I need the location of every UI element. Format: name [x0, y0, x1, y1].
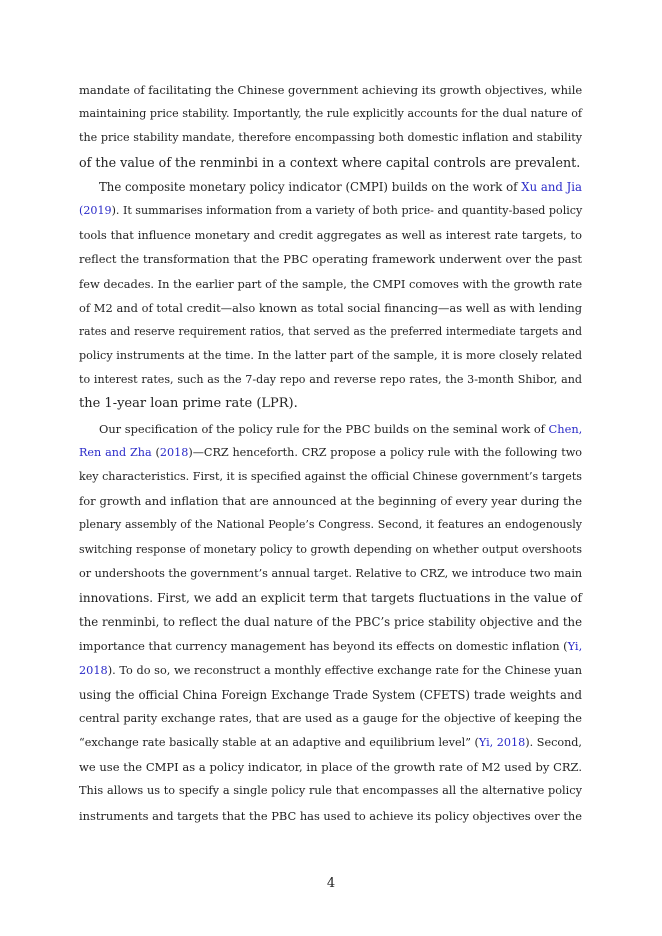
- text-line: [79, 247, 582, 271]
- text-segment: the 1-year loan prime rate (LPR).: [79, 396, 298, 412]
- text-line: [79, 392, 582, 416]
- text-segment: ). Second,: [525, 736, 582, 750]
- text-line: [79, 78, 582, 102]
- text-segment: using the official China Foreign Exchange Trade System (CFETS) trade weights and: [79, 687, 582, 702]
- text-line: [79, 368, 582, 392]
- page-number: 4: [326, 876, 336, 891]
- text-line: [79, 562, 582, 586]
- text-segment: few decades. In the earlier part of the sample, the CMPI comoves with the growth rate: [79, 276, 583, 291]
- text-segment: ). It summarises information from a variety of both price- and quantity-based policy: [111, 203, 583, 217]
- text-line: [79, 417, 582, 441]
- text-line: [79, 465, 582, 489]
- text-segment: plenary assembly of the National People’s Congress. Second, it features an endogenously: [79, 518, 582, 532]
- citation-link[interactable]: 2019: [83, 203, 112, 217]
- text-segment: the price stability mandate, therefore encompassing both domestic inflation and stability: [79, 131, 582, 145]
- text-segment: (: [151, 445, 160, 459]
- text-segment: or undershoots the government’s annual target. Relative to CRZ, we introduce two main: [79, 566, 583, 580]
- citation-link[interactable]: 2018: [159, 445, 189, 459]
- citation-link[interactable]: Yi,: [567, 639, 583, 654]
- body-text: [79, 78, 582, 828]
- text-segment: tools that influence monetary and credit aggregates as well as interest rate targets, to: [79, 228, 582, 243]
- text-line: [79, 707, 582, 731]
- citation-link[interactable]: Chen,: [548, 421, 583, 436]
- text-segment: maintaining price stability. Importantly, the rule explicitly accounts for the dual nature of: [79, 107, 582, 121]
- text-segment: switching response of monetary policy to growth depending on whether output overshoots: [79, 542, 582, 556]
- text-line: [79, 683, 582, 707]
- text-line: [79, 513, 582, 537]
- text-segment: the renminbi, to reflect the dual nature of the PBC’s price stability objective and the: [79, 615, 582, 630]
- text-line: [79, 538, 582, 562]
- text-segment: rates and reserve requirement ratios, that served as the preferred intermediate targets and: [79, 324, 582, 338]
- text-segment: policy instruments at the time. In the latter part of the sample, it is more closely related: [79, 349, 582, 363]
- text-segment: of M2 and of total credit—also known as total social financing—as well as with lending: [79, 300, 582, 315]
- text-line: [79, 779, 582, 803]
- text-line: [79, 804, 582, 828]
- text-segment: The composite monetary policy indicator (CMPI) builds on the work of: [99, 179, 522, 194]
- text-line: [79, 272, 582, 296]
- text-line: [79, 441, 582, 465]
- text-line: [79, 151, 582, 175]
- text-line: [79, 320, 582, 344]
- text-segment: instruments and targets that the PBC has used to achieve its policy objectives over the: [79, 808, 582, 823]
- text-segment: of the value of the renminbi in a context where capital controls are prevalent.: [79, 154, 581, 170]
- text-line: [79, 659, 582, 683]
- citation-link[interactable]: (: [79, 203, 84, 217]
- text-line: [79, 223, 582, 247]
- text-segment: reflect the transformation that the PBC operating framework underwent over the past: [79, 252, 582, 267]
- text-line: [79, 586, 582, 610]
- citation-link[interactable]: Xu and Jia: [521, 179, 582, 194]
- text-segment: Our specification of the policy rule for the PBC builds on the seminal work of: [99, 421, 549, 436]
- text-segment: we use the CMPI as a policy indicator, in place of the growth rate of M2 used by CRZ.: [79, 760, 582, 775]
- text-segment: This allows us to specify a single policy rule that encompasses all the alternative policy: [79, 784, 582, 798]
- text-line: [79, 102, 582, 126]
- text-line: [79, 344, 582, 368]
- text-segment: to interest rates, such as the 7-day repo and reverse repo rates, the 3-month Shibor, and: [79, 373, 582, 387]
- text-line: [79, 296, 582, 320]
- text-segment: innovations. First, we add an explicit term that targets fluctuations in the value of: [79, 590, 582, 605]
- text-line: [79, 755, 582, 779]
- text-line: [79, 489, 582, 513]
- text-segment: key characteristics. First, it is specified against the official Chinese government’s targets: [79, 470, 582, 483]
- citation-link[interactable]: Ren and Zha: [79, 445, 152, 459]
- text-line: [79, 126, 582, 150]
- text-line: [79, 199, 582, 223]
- citation-link[interactable]: Yi, 2018: [478, 736, 526, 750]
- text-line: [79, 731, 582, 755]
- text-segment: central parity exchange rates, that are used as a gauge for the objective of keeping the: [79, 711, 582, 725]
- text-segment: ). To do so, we reconstruct a monthly effective exchange rate for the Chinese yuan: [107, 663, 582, 677]
- text-line: [79, 610, 582, 634]
- text-segment: importance that currency management has beyond its effects on domestic inflation (: [79, 639, 568, 654]
- text-line: [79, 175, 582, 199]
- text-line: [79, 634, 582, 658]
- text-segment: for growth and inflation that are announced at the beginning of every year during the: [79, 494, 582, 509]
- citation-link[interactable]: 2018: [79, 663, 108, 677]
- text-segment: mandate of facilitating the Chinese government achieving its growth objectives, while: [79, 83, 583, 97]
- text-segment: “exchange rate basically stable at an adaptive and equilibrium level” (: [79, 736, 479, 750]
- text-segment: )—CRZ henceforth. CRZ propose a policy rule with the following two: [188, 445, 583, 459]
